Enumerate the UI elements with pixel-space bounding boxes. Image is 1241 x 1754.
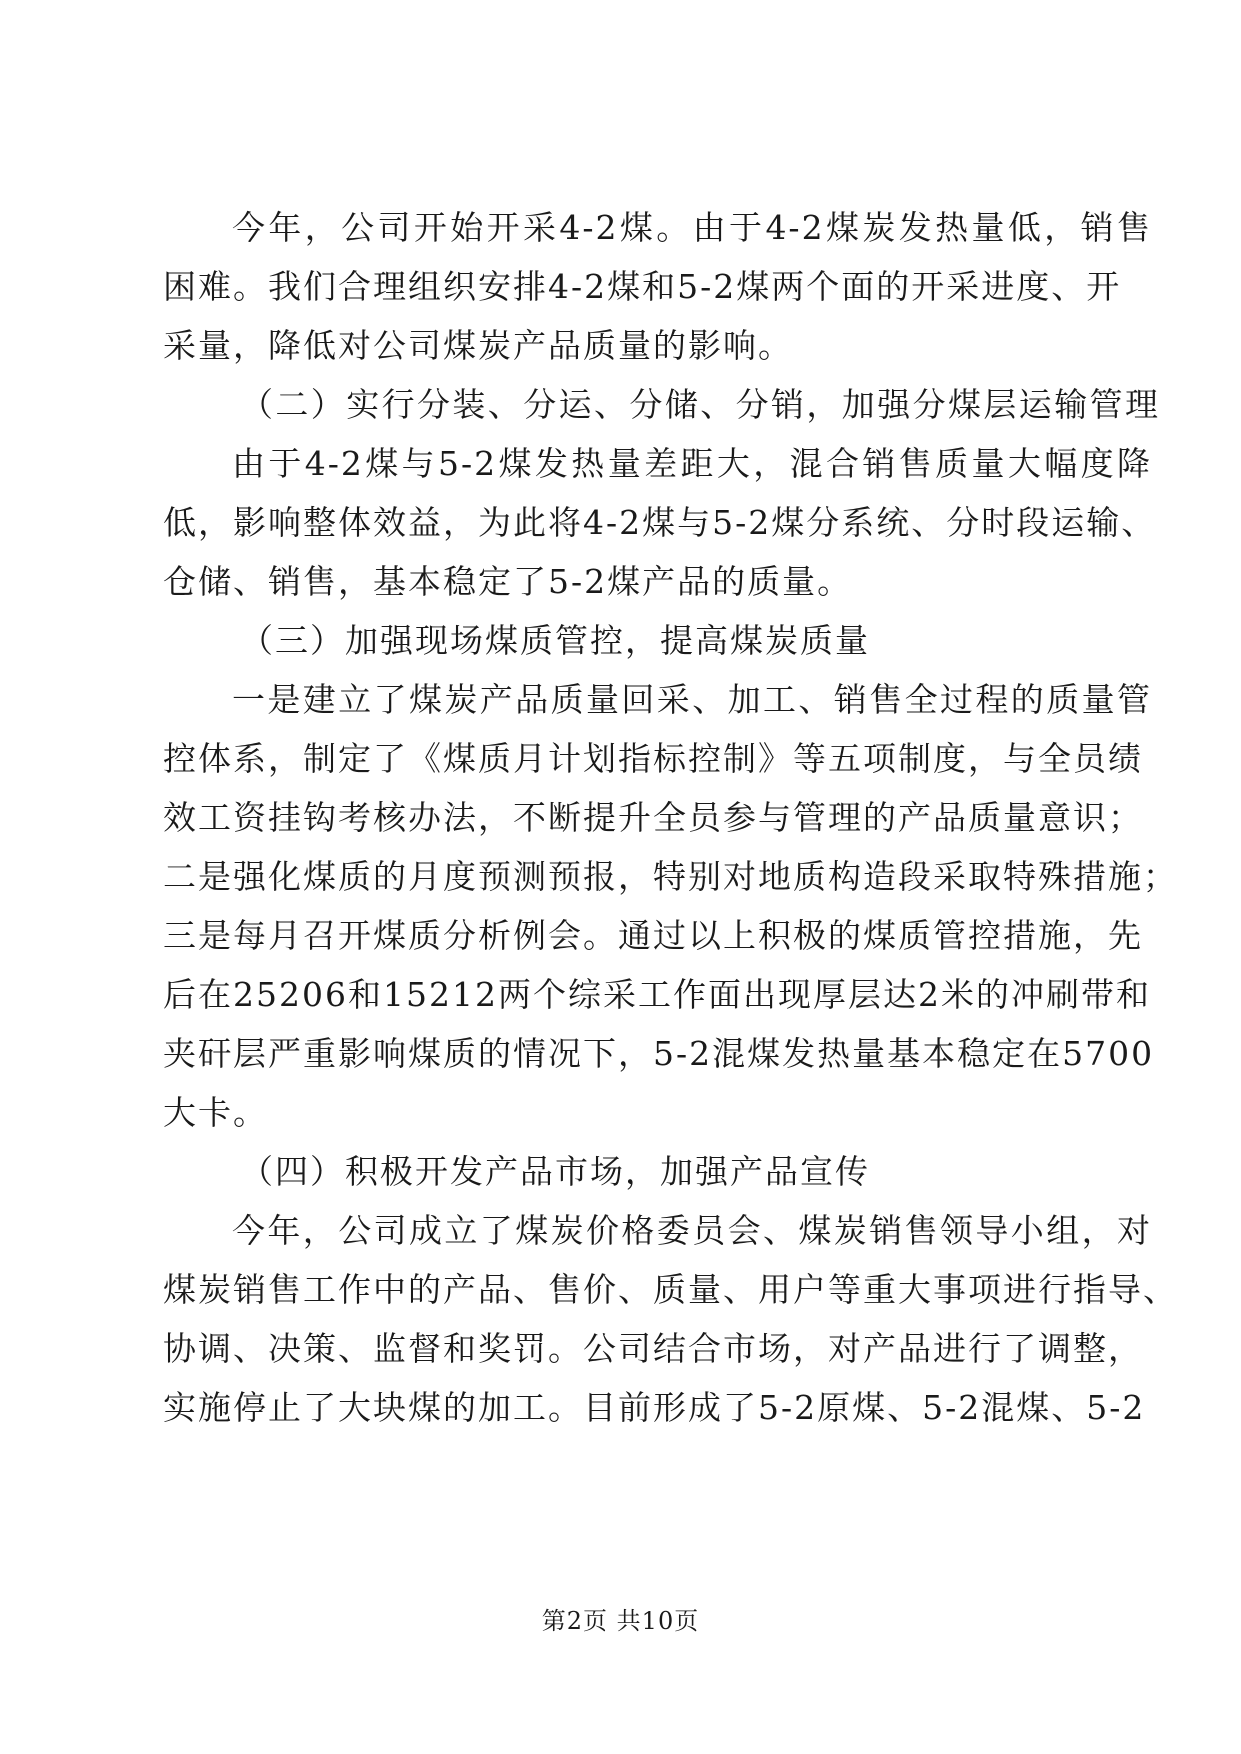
paragraph-line: 效工资挂钩考核办法，不断提升全员参与管理的产品质量意识； — [163, 798, 1143, 837]
paragraph-line: 低，影响整体效益，为此将4-2煤与5-2煤分系统、分时段运输、 — [163, 503, 1157, 542]
section-heading: （二）实行分装、分运、分储、分销，加强分煤层运输管理 — [240, 385, 1160, 424]
paragraph-line: 夹矸层严重影响煤质的情况下，5-2混煤发热量基本稳定在5700 — [163, 1034, 1155, 1073]
paragraph-line: 采量，降低对公司煤炭产品质量的影响。 — [163, 326, 793, 365]
paragraph-line: 由于4-2煤与5-2煤发热量差距大，混合销售质量大幅度降 — [232, 444, 1152, 483]
paragraph-line: 协调、决策、监督和奖罚。公司结合市场，对产品进行了调整， — [163, 1329, 1143, 1368]
paragraph-line: 二是强化煤质的月度预测预报，特别对地质构造段采取特殊措施； — [163, 857, 1178, 896]
paragraph-line: 控体系，制定了《煤质月计划指标控制》等五项制度，与全员绩 — [163, 739, 1143, 778]
paragraph-line: 实施停止了大块煤的加工。目前形成了5-2原煤、5-2混煤、5-2 — [163, 1388, 1146, 1427]
paragraph-line: 三是每月召开煤质分析例会。通过以上积极的煤质管控措施，先 — [163, 916, 1143, 955]
page-number-footer: 第2页 共10页 — [541, 1607, 700, 1635]
paragraph-line: 一是建立了煤炭产品质量回采、加工、销售全过程的质量管 — [232, 680, 1152, 719]
paragraph-line: 煤炭销售工作中的产品、售价、质量、用户等重大事项进行指导、 — [163, 1270, 1178, 1309]
section-heading: （三）加强现场煤质管控，提高煤炭质量 — [240, 621, 870, 660]
paragraph-line: 困难。我们合理组织安排4-2煤和5-2煤两个面的开采进度、开 — [163, 267, 1122, 306]
section-heading: （四）积极开发产品市场，加强产品宣传 — [240, 1152, 870, 1191]
paragraph-line: 仓储、销售，基本稳定了5-2煤产品的质量。 — [163, 562, 853, 601]
paragraph-line: 今年，公司成立了煤炭价格委员会、煤炭销售领导小组，对 — [232, 1211, 1152, 1250]
paragraph-line: 后在25206和15212两个综采工作面出现厚层达2米的冲刷带和 — [163, 975, 1151, 1014]
paragraph-line: 今年，公司开始开采4-2煤。由于4-2煤炭发热量低，销售 — [232, 208, 1152, 247]
paragraph-line: 大卡。 — [163, 1093, 268, 1132]
